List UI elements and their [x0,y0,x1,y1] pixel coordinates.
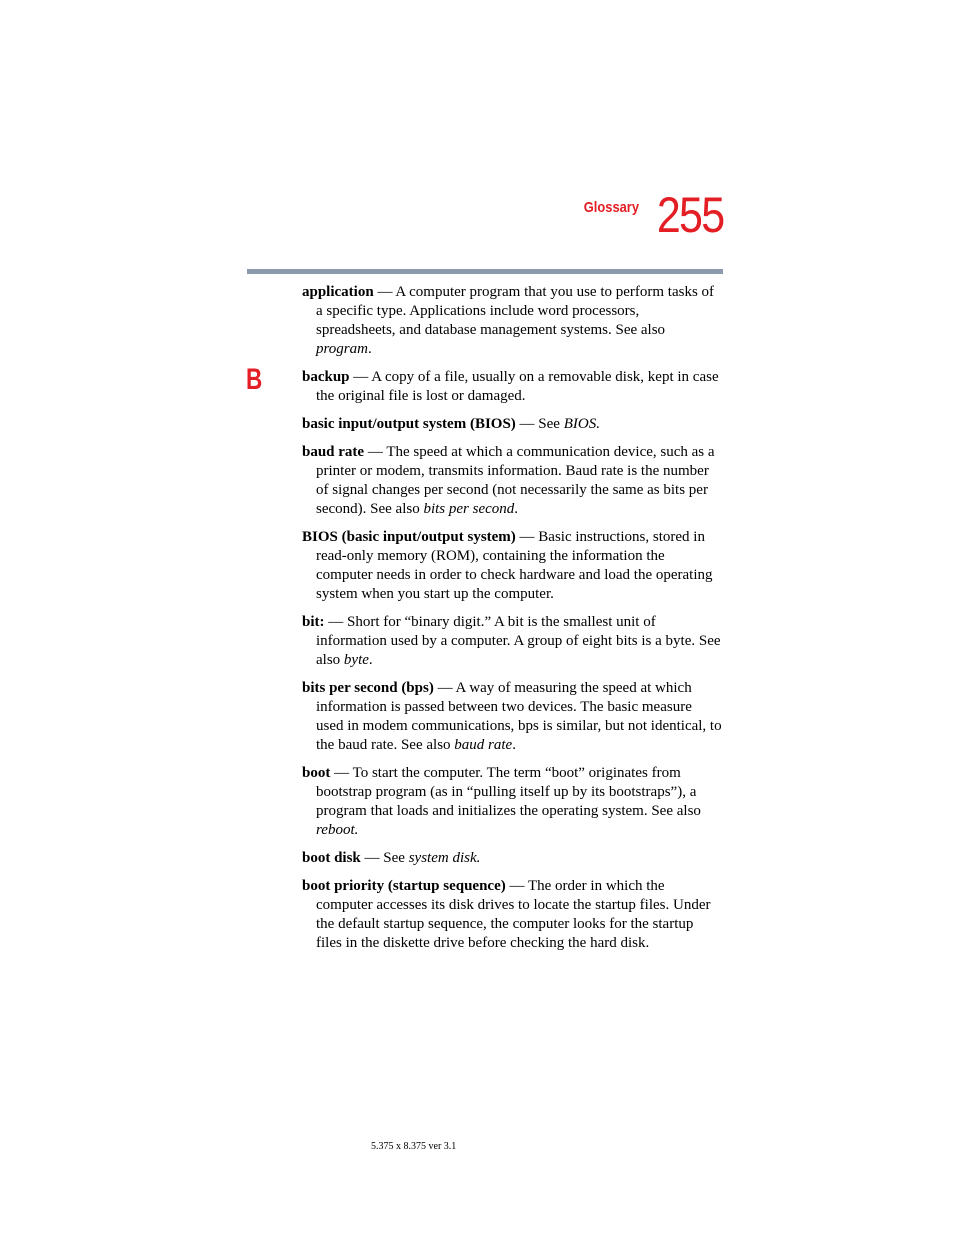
glossary-entry [302,877,722,953]
glossary-entries [302,283,722,962]
entry-term: BIOS (basic input/output system) [302,529,516,545]
entry-term: bits per second (bps) [302,680,434,696]
entry-end: . [367,341,372,357]
entry-term: boot [302,765,331,781]
glossary-entry [302,415,722,434]
entry-term: application [302,284,374,300]
entry-definition: — A copy of a file, usually on a removable disk, kept in case the original file is lost or damaged. [316,369,719,404]
entry-definition: — A way of measuring the speed at which information is passed between two devices. The basic measure used in modem communications, bps is similar, but not identical, to the baud rate. See also [316,680,722,753]
entry-cross-reference: byte [343,652,369,668]
entry-cross-reference: system disk. [408,850,481,866]
entry-cross-reference: reboot. [316,822,359,838]
entry-definition: — Basic instructions, stored in read-only memory (ROM), containing the information the computer needs in order to check hardware and load the operating system when you start up the computer. [316,529,713,602]
page-number: 255 [656,187,723,243]
glossary-entry [302,443,722,519]
glossary-entry [302,368,722,406]
glossary-entry [302,528,722,604]
glossary-entry [302,764,722,840]
entry-definition: — To start the computer. The term “boot” originates from bootstrap program (as in “pulling itself up by its bootstraps”), a program that loads and initializes the operating system. See also [316,765,701,819]
glossary-entry [302,679,722,755]
entry-term: backup [302,369,350,385]
entry-cross-reference: BIOS. [563,416,600,432]
glossary-entry [302,283,722,359]
running-head: Glossary [583,199,639,216]
glossary-entry [302,849,722,868]
entry-end: . [514,501,519,517]
header-rule [247,269,723,274]
entry-cross-reference: baud rate [454,737,513,753]
entry-term: boot disk [302,850,361,866]
entry-definition: — See [360,850,409,866]
entry-cross-reference: bits per second [423,501,515,517]
entry-term: baud rate [302,444,365,460]
entry-term: basic input/output system (BIOS) [302,416,516,432]
entry-term: boot priority (startup sequence) [302,878,506,894]
entry-definition: — The order in which the computer accesses its disk drives to locate the startup files. Under the default startup sequence, the computer looks for the startup files in the diskette drive before checking the hard disk. [316,878,711,951]
entry-definition: — See [515,416,564,432]
entry-definition: — Short for “binary digit.” A bit is the smallest unit of information used by a computer. A group of eight bits is a byte. See also [316,614,721,668]
print-spec-footer: 5.375 x 8.375 ver 3.1 [371,1141,457,1152]
entry-end: . [368,652,373,668]
entry-definition: — A computer program that you use to perform tasks of a specific type. Applications include word processors, spreadsheets, and database management systems. See also [316,284,715,338]
entry-end: . [512,737,516,753]
entry-cross-reference: program [316,341,368,357]
entry-definition: — The speed at which a communication device, such as a printer or modem, transmits information. Baud rate is the number of signal changes per second (not necessarily the same as bits per second). See also [316,444,715,517]
entry-term: bit: [302,614,325,630]
section-letter: B [246,363,263,396]
glossary-entry [302,613,722,670]
